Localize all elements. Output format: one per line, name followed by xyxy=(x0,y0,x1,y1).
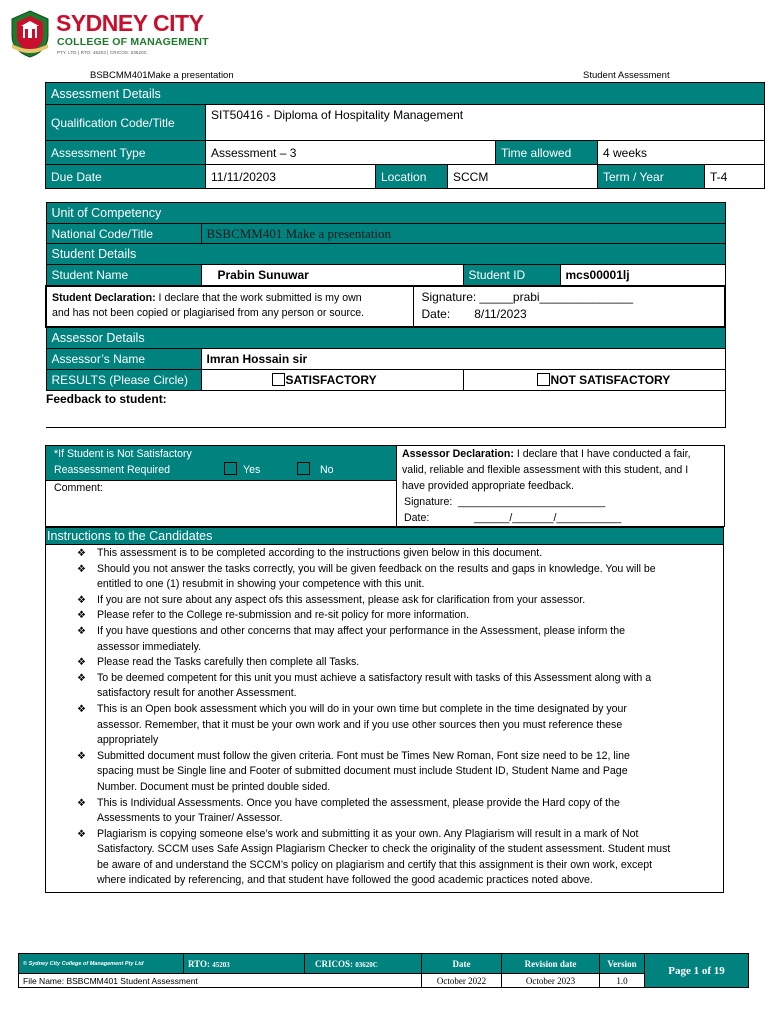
instruction-item xyxy=(77,562,717,593)
not-satisfactory-note: *If Student is Not Satisfactory xyxy=(54,448,192,460)
instruction-item xyxy=(77,671,717,702)
instruction-item xyxy=(77,702,717,749)
reassessment-table xyxy=(45,445,725,527)
comment-field[interactable]: Comment: xyxy=(46,481,397,527)
satisfactory-checkbox[interactable] xyxy=(272,373,285,386)
student-date-label: Date: xyxy=(421,307,451,321)
footer-date-heading: Date xyxy=(422,954,502,974)
reassessment-required xyxy=(46,446,397,481)
assessor-date-label: Date: xyxy=(404,512,430,524)
page-footer xyxy=(18,953,749,988)
instruction-item xyxy=(77,796,717,827)
feedback-to-student[interactable]: Feedback to student: xyxy=(46,391,725,428)
assessor-name-label: Assessor’s Name xyxy=(46,349,201,370)
reassessment-required-label: Reassessment Required xyxy=(54,464,170,476)
footer-page-number: Page 1 of 19 xyxy=(645,954,749,988)
instruction-line: satisfactory result for another Assessment. xyxy=(97,687,297,700)
diamond-bullet-icon: ❖ xyxy=(77,703,86,715)
instruction-line: be aware of and understand the SCCM’s policy on plagiarism and certify that this assignment is their own work, except xyxy=(97,858,653,871)
instruction-line: If you have questions and other concerns that may affect your performance in the Assessment, please inform the xyxy=(97,624,626,637)
student-details-heading: Student Details xyxy=(46,244,725,265)
assessor-signature-line[interactable]: _________________________ xyxy=(458,496,606,508)
student-declaration xyxy=(46,286,413,327)
not-satisfactory-label: NOT SATISFACTORY xyxy=(550,373,671,387)
header-doc-type: Student Assessment xyxy=(583,70,670,81)
instruction-line: This assessment is to be completed according to the instructions given below in this document. xyxy=(97,547,543,559)
footer-copyright: © Sydney City College of Management Pty Ltd xyxy=(19,954,184,974)
footer-date-value: October 2022 xyxy=(422,974,502,988)
result-not-satisfactory-option[interactable] xyxy=(463,370,725,391)
instructions-heading: Instructions to the Candidates xyxy=(46,528,723,545)
student-declaration-text-1: I declare that the work submitted is my own xyxy=(155,292,362,304)
footer-file-name: File Name: BSBCMM401 Student Assessment xyxy=(19,974,422,988)
student-signature-block xyxy=(413,286,725,327)
satisfactory-label: SATISFACTORY xyxy=(285,373,377,387)
student-name-label: Student Name xyxy=(46,265,201,286)
footer-rto-value: 45203 xyxy=(212,960,230,969)
assessor-declaration-text-3: have provided appropriate feedback. xyxy=(402,480,574,492)
footer-cricos-label: CRICOS: xyxy=(315,958,354,969)
footer-rto xyxy=(184,954,305,974)
footer-revision-heading: Revision date xyxy=(502,954,600,974)
qualification-label: Qualification Code/Title xyxy=(46,105,206,141)
qualification-value: SIT50416 - Diploma of Hospitality Management xyxy=(206,105,765,141)
college-logo xyxy=(8,10,209,60)
assessor-declaration-label: Assessor Declaration: xyxy=(402,448,514,460)
instruction-item xyxy=(77,593,717,609)
diamond-bullet-icon: ❖ xyxy=(77,610,86,622)
not-satisfactory-checkbox[interactable] xyxy=(537,373,550,386)
location-label: Location xyxy=(376,165,448,189)
instruction-line: appropriately xyxy=(97,734,159,747)
instruction-line: entitled to one (1) resubmit in showing your competence with this unit. xyxy=(97,578,425,591)
national-code-value: BSBCMM401 Make a presentation xyxy=(201,224,725,244)
instructions-panel xyxy=(45,527,724,893)
results-label: RESULTS (Please Circle) xyxy=(46,370,201,391)
footer-revision-value: October 2023 xyxy=(502,974,600,988)
diamond-bullet-icon: ❖ xyxy=(77,594,86,606)
instruction-line: To be deemed competent for this unit you must achieve a satisfactory result with tasks of this Assessment along with a xyxy=(97,671,652,684)
term-year-value: T-4 xyxy=(705,165,765,189)
instruction-item xyxy=(77,624,717,655)
diamond-bullet-icon: ❖ xyxy=(77,750,86,762)
unit-of-competency-heading: Unit of Competency xyxy=(46,203,725,224)
due-date-value: 11/11/20203 xyxy=(206,165,376,189)
assessor-declaration-text-1: I declare that I have conducted a fair, xyxy=(513,448,691,460)
diamond-bullet-icon: ❖ xyxy=(77,797,86,809)
student-date-value: 8/11/2023 xyxy=(474,307,527,321)
diamond-bullet-icon: ❖ xyxy=(77,548,86,559)
instruction-line: Assessments to your Trainer/ Assessor. xyxy=(97,812,283,825)
footer-version-value: 1.0 xyxy=(600,974,645,988)
college-seal-icon xyxy=(8,10,52,58)
instruction-line: Submitted document must follow the given criteria. Font must be Times New Roman, Font size need to be 12, line xyxy=(97,749,630,762)
student-declaration-label: Student Declaration: xyxy=(52,292,156,304)
logo-name: SYDNEY CITY xyxy=(56,10,204,36)
assessor-declaration xyxy=(397,446,725,527)
instructions-list xyxy=(46,545,723,889)
instruction-line: Please refer to the College re-submission and re-sit policy for more information. xyxy=(97,609,470,622)
instruction-line: Should you not answer the tasks correctly, you will be given feedback on the results and gaps in knowledge. You will be xyxy=(97,562,656,575)
instruction-line: Please read the Tasks carefully then complete all Tasks. xyxy=(97,656,360,669)
instruction-line: This is Individual Assessments. Once you have completed the assessment, please provide the Hard copy of the xyxy=(97,796,620,809)
footer-rto-label: RTO: xyxy=(188,958,211,969)
national-code-label: National Code/Title xyxy=(46,224,201,244)
student-id-label: Student ID xyxy=(463,265,560,286)
reassess-no-label: No xyxy=(320,464,334,476)
assessor-date-line[interactable]: ______/_______/___________ xyxy=(474,512,622,524)
student-name-value: Prabin Sunuwar xyxy=(201,265,463,286)
due-date-label: Due Date xyxy=(46,165,206,189)
student-assessor-table xyxy=(45,202,726,428)
location-value: SCCM xyxy=(448,165,598,189)
instruction-item xyxy=(77,546,717,562)
term-year-label: Term / Year xyxy=(598,165,705,189)
diamond-bullet-icon: ❖ xyxy=(77,657,86,669)
instruction-line: Number. Document must be printed double sided. xyxy=(97,780,331,793)
assessor-details-heading: Assessor Details xyxy=(46,327,725,349)
time-allowed-label: Time allowed xyxy=(496,141,598,165)
diamond-bullet-icon: ❖ xyxy=(77,828,86,840)
header-unit-title: BSBCMM401Make a presentation xyxy=(90,70,234,81)
student-declaration-text-2: and has not been copied or plagiarised from any person or source. xyxy=(52,307,365,319)
result-satisfactory-option[interactable] xyxy=(201,370,463,391)
instruction-line: spacing must be Single line and Footer of submitted document must include Student ID, Student Name and Page xyxy=(97,765,628,778)
instruction-item xyxy=(77,749,717,796)
assessor-name-value: Imran Hossain sir xyxy=(201,349,725,370)
diamond-bullet-icon: ❖ xyxy=(77,672,86,684)
instruction-line: where indicated by referencing, and that student have followed the good academic practices noted above. xyxy=(97,874,593,887)
diamond-bullet-icon: ❖ xyxy=(77,563,86,575)
footer-cricos-value: 03620C xyxy=(355,960,378,969)
assessment-type-label: Assessment Type xyxy=(46,141,206,165)
assessment-details-heading: Assessment Details xyxy=(46,83,765,105)
assessor-signature-label: Signature: xyxy=(404,496,453,508)
reassess-no-checkbox[interactable] xyxy=(297,462,310,475)
instruction-item xyxy=(77,827,717,889)
student-signature-label: Signature: xyxy=(421,290,477,304)
student-signature-value: _____prabi______________ xyxy=(479,290,634,304)
assessment-type-value: Assessment – 3 xyxy=(206,141,496,165)
instruction-item xyxy=(77,655,717,671)
instruction-line: assessor immediately. xyxy=(97,640,202,653)
instruction-line: Plagiarism is copying someone else’s work and submitting it as your own. Any Plagiarism will result in a mark of Not xyxy=(97,827,639,840)
instruction-line: assessor. Remember, that it must be your own work and if you use other sources then you must reference these xyxy=(97,718,623,731)
assessment-details-table xyxy=(45,82,765,189)
footer-cricos xyxy=(305,954,422,974)
time-allowed-value: 4 weeks xyxy=(598,141,765,165)
instruction-line: This is an Open book assessment which you will do in your own time but complete in the time designated by your xyxy=(97,702,627,715)
instruction-line: Satisfactory. SCCM uses Safe Assign Plagiarism Checker to check the originality of the student assessment. Student must xyxy=(97,843,671,856)
logo-subtitle: COLLEGE OF MANAGEMENT xyxy=(57,36,209,48)
instruction-item xyxy=(77,608,717,624)
instruction-line: If you are not sure about any aspect ofs this assessment, please ask for clarification from your assessor. xyxy=(97,593,586,606)
student-id-value: mcs00001lj xyxy=(560,265,725,286)
reassess-yes-checkbox[interactable] xyxy=(224,462,237,475)
reassess-yes-label: Yes xyxy=(243,464,261,476)
footer-version-heading: Version xyxy=(600,954,645,974)
diamond-bullet-icon: ❖ xyxy=(77,625,86,637)
logo-tagline: PTY. LTD | RTO: 45203 | CRICOS: 03620C xyxy=(57,50,148,55)
assessor-declaration-text-2: valid, reliable and flexible assessment with this student, and I xyxy=(402,464,689,476)
